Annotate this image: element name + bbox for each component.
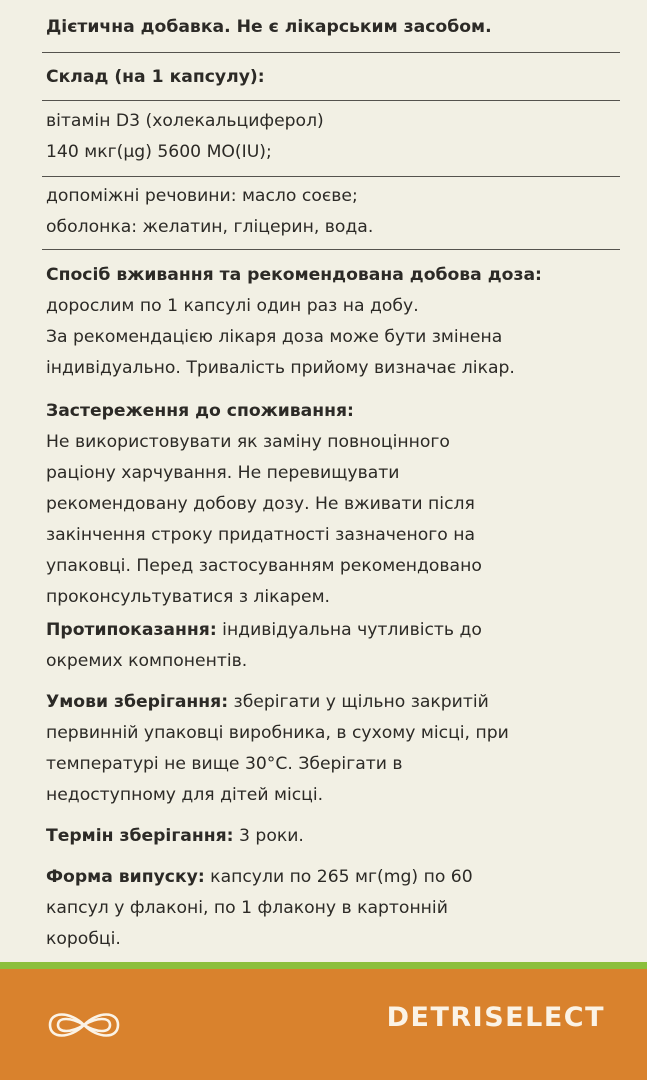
warnings-line: закінчення строку придатності зазначеного на [46, 525, 476, 545]
storage-text: зберігати у щільно закритій [228, 692, 489, 712]
storage-line: недоступному для дітей місці. [46, 785, 324, 805]
infinity-knot-icon [44, 1002, 124, 1052]
form-line [46, 862, 616, 893]
form-section [46, 852, 616, 955]
storage-line: температурі не вище 30°C. Зберігати в [46, 754, 403, 774]
vitamin-block [46, 101, 616, 168]
disclaimer: Дієтична добавка. Не є лікарським засобом. [46, 17, 492, 37]
contraindications-section [46, 613, 616, 677]
excipients-block [46, 177, 616, 243]
brand-name: DETRISELECT [386, 1002, 605, 1033]
usage-title: Спосіб вживання та рекомендована добова доза: [46, 265, 542, 285]
contraindications-text: індивідуальна чутливість до [216, 620, 482, 640]
storage-line: первинній упаковці виробника, в сухому місці, при [46, 723, 509, 743]
storage-section [46, 677, 616, 811]
warnings-title: Застереження до споживання: [46, 401, 354, 421]
warnings-line: упаковці. Перед застосуванням рекомендовано [46, 556, 482, 576]
contraindications-label: Протипоказання: [46, 620, 217, 640]
excipients-line: допоміжні речовини: масло соєве; [46, 186, 358, 206]
warnings-line: проконсультуватися з лікарем. [46, 587, 331, 607]
warnings-line: рекомендовану добову дозу. Не вживати після [46, 494, 475, 514]
shelf-life-label: Термін зберігання: [46, 826, 234, 846]
label-text [46, 0, 616, 955]
contraindications-line [46, 615, 616, 646]
form-line: коробці. [46, 929, 121, 949]
form-line: капсул у флаконі, по 1 флакону в картонній [46, 898, 448, 918]
warnings-line: Не використовувати як заміну повноцінного [46, 432, 450, 452]
storage-label: Умови зберігання: [46, 692, 229, 712]
storage-line [46, 687, 616, 718]
brand-footer [0, 962, 647, 1080]
usage-line: За рекомендацією лікаря доза може бути змінена [46, 327, 503, 347]
shelf-life-value: 3 роки. [233, 826, 304, 846]
usage-line: дорослим по 1 капсулі один раз на добу. [46, 296, 419, 316]
usage-line: індивідуально. Тривалість прийому визначає лікар. [46, 358, 515, 378]
contraindications-line: окремих компонентів. [46, 651, 248, 671]
shelf-life-line [46, 821, 616, 852]
usage-section [46, 250, 616, 384]
form-text: капсули по 265 мг(mg) по 60 [204, 867, 473, 887]
warnings-section [46, 384, 616, 613]
form-label: Форма випуску: [46, 867, 205, 887]
vitamin-line: вітамін D3 (холекальциферол) [46, 111, 324, 131]
warnings-line: раціону харчування. Не перевищувати [46, 463, 400, 483]
green-stripe [0, 962, 647, 969]
composition-title: Склад (на 1 капсулу): [46, 67, 265, 87]
shelf-life-section [46, 811, 616, 852]
shell-line: оболонка: желатин, гліцерин, вода. [46, 217, 374, 237]
vitamin-dose-line: 140 мкг(µg) 5600 МО(IU); [46, 142, 272, 162]
